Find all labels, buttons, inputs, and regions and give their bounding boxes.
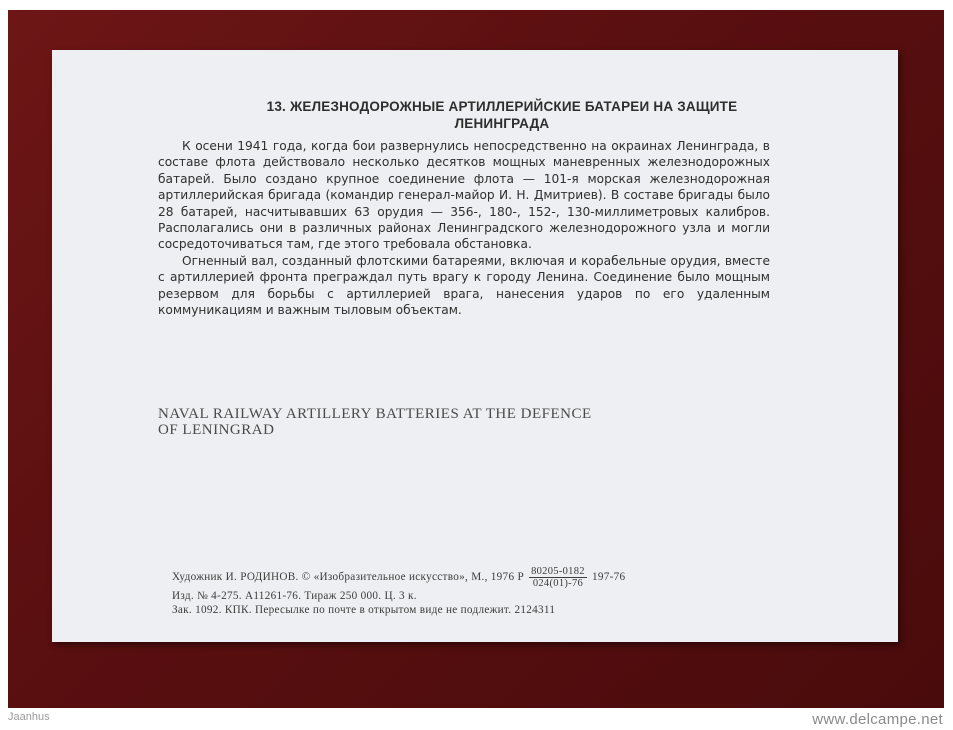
paragraph-2: Огненный вал, созданный флотскими батареями, включая и корабельные орудия, вместе с артиллерией фронта преграждал путь врагу к городу Ленина. Соединение было мощным резервом для борьбы с артиллерией врага, нанесения ударов по его удаленным коммуникациям и важным тыловым объектам.	[158, 253, 770, 318]
watermark-right: www.delcampe.net	[812, 711, 943, 728]
publisher-imprint	[172, 566, 812, 617]
imprint-line-1	[172, 566, 812, 589]
postcard-back	[52, 50, 898, 642]
card-heading	[222, 98, 782, 132]
watermark-left: Jaanhus	[8, 711, 50, 723]
english-title-line-2: OF LENINGRAD	[158, 422, 275, 438]
imprint-line-2: Изд. № 4-275. А11261-76. Тираж 250 000. Ц. 3 к.	[172, 590, 417, 602]
imprint-fraction	[529, 566, 587, 589]
paragraph-1: К осени 1941 года, когда бои развернулись непосредственно на окраинах Ленинграда, в составе флота действовало несколько десятков мощных маневренных железнодорожных батарей. Было создано крупное соединение флота — 101-я морская железнодорожная артиллерийская бригада (командир генерал-майор И. Н. Дмитриев). В составе бригады было 28 батарей, насчитывавших 63 орудия — 356-, 180-, 152-, 130-миллиметровых калибров. Располагались они в различных районах Ленинградского железнодорожного узла и могли сосредоточиваться там, где этого требовала обстановка.	[158, 139, 770, 252]
english-title	[158, 406, 718, 438]
imprint-fraction-bottom: 024(01)-76	[532, 578, 584, 589]
imprint-line-3: Зак. 1092. КПК. Пересылке по почте в открытом виде не подлежит. 2124311	[172, 604, 556, 616]
imprint-line-1-prefix: Художник И. РОДИНОВ. © «Изобразительное искусство», М., 1976 Р	[172, 571, 524, 584]
imprint-line-1-suffix: 197-76	[591, 571, 626, 584]
english-title-line-1: NAVAL RAILWAY ARTILLERY BATTERIES AT THE DEFENCE	[158, 406, 592, 422]
heading-line-2: ЛЕНИНГРАДА	[454, 116, 550, 131]
imprint-fraction-top: 80205-0182	[531, 566, 585, 577]
body-text	[158, 138, 770, 318]
heading-line-1: 13. ЖЕЛЕЗНОДОРОЖНЫЕ АРТИЛЛЕРИЙСКИЕ БАТАРЕИ НА ЗАЩИТЕ	[266, 99, 738, 114]
